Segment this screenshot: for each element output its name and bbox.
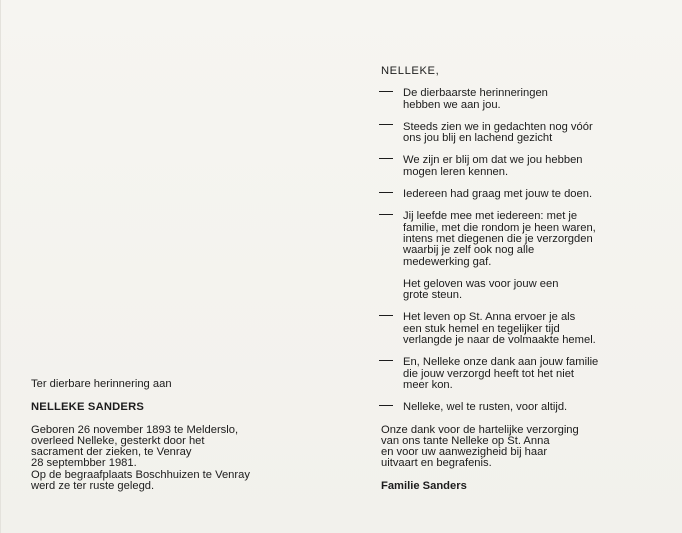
dash-mark bbox=[379, 211, 403, 267]
poem-line: Het leven op St. Anna ervoer je als bbox=[403, 311, 576, 324]
dash-mark bbox=[379, 155, 403, 178]
poem-stanza bbox=[379, 122, 669, 145]
thanks-line: van ons tante Nelleke op St. Anna bbox=[381, 434, 550, 447]
bio-line: 28 septembber 1981. bbox=[31, 457, 137, 470]
poem-stanza bbox=[379, 211, 669, 267]
dash-mark bbox=[379, 402, 403, 413]
dash-mark bbox=[379, 122, 403, 145]
intro-text: Ter dierbare herinnering aan bbox=[31, 378, 172, 390]
poem-line: intens met diegenen die je verzorgden bbox=[403, 232, 593, 245]
family-signature: Familie Sanders bbox=[381, 479, 467, 492]
poem-line: En, Nelleke onze dank aan jouw familie bbox=[403, 356, 599, 369]
bio-line: sacrament der zieken, te Venray bbox=[31, 446, 192, 459]
poem-line: hebben we aan jou. bbox=[403, 98, 501, 111]
poem-stanza bbox=[379, 155, 669, 178]
poem-stanza bbox=[379, 402, 669, 413]
poem-stanza bbox=[379, 357, 669, 391]
dash-mark bbox=[379, 312, 403, 346]
bio-line: werd ze ter ruste gelegd. bbox=[31, 480, 155, 493]
dash-mark bbox=[379, 88, 403, 111]
poem-line: We zijn er blij om dat we jou hebben bbox=[403, 154, 583, 167]
bio-line: Geboren 26 november 1893 te Melderslo, bbox=[31, 423, 239, 436]
poem-line: familie, met die rondom je heen waren, bbox=[403, 221, 596, 234]
biography bbox=[31, 425, 331, 493]
poem-line: ons jou blij en lachend gezicht bbox=[403, 132, 553, 145]
bio-line: overleed Nelleke, gesterkt door het bbox=[31, 434, 205, 447]
thanks-line: uitvaart en begrafenis. bbox=[381, 457, 492, 470]
poem-line: Jij leefde mee met iedereen: met je bbox=[403, 210, 578, 223]
poem-line: verlangde je naar de volmaakte hemel. bbox=[403, 334, 596, 347]
poem-line: die jouw verzorgd heeft tot het niet bbox=[403, 367, 575, 380]
poem-line: mogen leren kennen. bbox=[403, 165, 509, 178]
poem-line: De dierbaarste herinneringen bbox=[403, 87, 548, 100]
poem-line: grote steun. bbox=[403, 289, 463, 302]
poem-stanza bbox=[379, 312, 669, 346]
poem-stanza bbox=[379, 88, 669, 111]
poem-line: Nelleke, wel te rusten, voor altijd. bbox=[403, 401, 568, 414]
poem-line: Iedereen had graag met jouw te doen. bbox=[403, 188, 593, 201]
poem-line: medewerking gaf. bbox=[403, 255, 492, 268]
left-column bbox=[31, 379, 331, 492]
poem-heading: NELLEKE, bbox=[381, 65, 440, 77]
poem-line: waarbij je zelf ook nog alle bbox=[403, 244, 535, 257]
poem-line: een stuk hemel en tegelijker tijd bbox=[403, 322, 560, 335]
poem-line: Steeds zien we in gedachten nog vóór bbox=[403, 120, 593, 133]
right-column bbox=[379, 66, 669, 492]
poem-line: meer kon. bbox=[403, 378, 453, 391]
poem-stanza bbox=[379, 189, 669, 200]
faith-paragraph bbox=[403, 279, 669, 302]
poem-line: Het geloven was voor jouw een bbox=[403, 277, 559, 290]
bio-line: Op de begraafplaats Boschhuizen te Venray bbox=[31, 468, 250, 481]
thanks-paragraph bbox=[381, 425, 669, 470]
thanks-line: en voor uw aanwezigheid bij haar bbox=[381, 446, 548, 459]
dash-mark bbox=[379, 189, 403, 200]
deceased-name: NELLEKE SANDERS bbox=[31, 401, 145, 414]
dash-mark bbox=[379, 357, 403, 391]
thanks-line: Onze dank voor de hartelijke verzorging bbox=[381, 423, 579, 436]
